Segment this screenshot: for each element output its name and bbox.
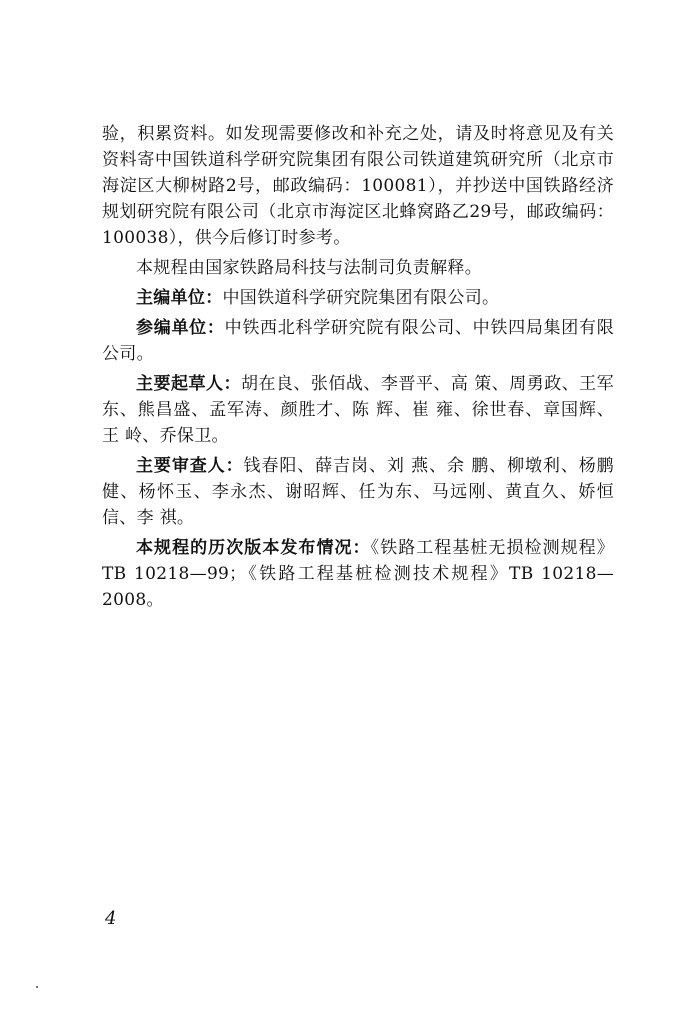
body-text	[102, 121, 614, 613]
paragraph-feedback	[102, 121, 614, 251]
participating-units-label: 参编单位：	[136, 318, 225, 338]
paragraph-participating-units	[102, 315, 614, 367]
paragraph-main-drafters	[102, 371, 614, 449]
chief-editor-label: 主编单位：	[136, 288, 223, 308]
version-history-label: 本规程的历次版本发布情况：	[136, 538, 371, 558]
page-number: 4	[105, 908, 117, 929]
feedback-text: 验，积累资料。如发现需要修改和补充之处，请及时将意见及有关资料寄中国铁道科学研究院集团有限公司铁道建筑研究所（北京市海淀区大柳树路2号，邮政编码：100081），并抄送中国铁路经济规划研究院有限公司（北京市海淀区北蜂窝路乙29号，邮政编码：100038），供今后修订时参考。	[102, 124, 614, 248]
participating-units-text: 中铁西北科学研究院有限公司、中铁四局集团有限公司。	[102, 318, 615, 364]
main-reviewers-label: 主要审查人：	[136, 456, 244, 476]
paragraph-interpretation	[102, 255, 614, 281]
main-drafters-text: 胡在良、张佰战、李晋平、高 策、周勇政、王军东、熊昌盛、孟军涛、颜胜才、陈 辉、崔 雍、徐世春、章国辉、王 岭、乔保卫。	[102, 374, 614, 446]
version-history-text: 《铁路工程基桩无损检测规程》TB 10218—99；《铁路工程基桩检测技术规程》TB 10218—2008。	[102, 538, 615, 610]
main-reviewers-text: 钱春阳、薛吉岗、刘 燕、余 鹏、柳墩利、杨鹏健、杨怀玉、李永杰、谢昭辉、任为东、马远刚、黄直久、娇恒信、李 祺。	[102, 456, 614, 528]
chief-editor-text: 中国铁道科学研究院集团有限公司。	[222, 288, 500, 308]
main-drafters-label: 主要起草人：	[136, 374, 241, 394]
paragraph-chief-editor	[102, 285, 614, 311]
paragraph-main-reviewers	[102, 453, 614, 531]
scan-speck	[36, 986, 38, 988]
paragraph-version-history	[102, 535, 614, 613]
interpretation-text: 本规程由国家铁路局科技与法制司负责解释。	[136, 258, 482, 278]
